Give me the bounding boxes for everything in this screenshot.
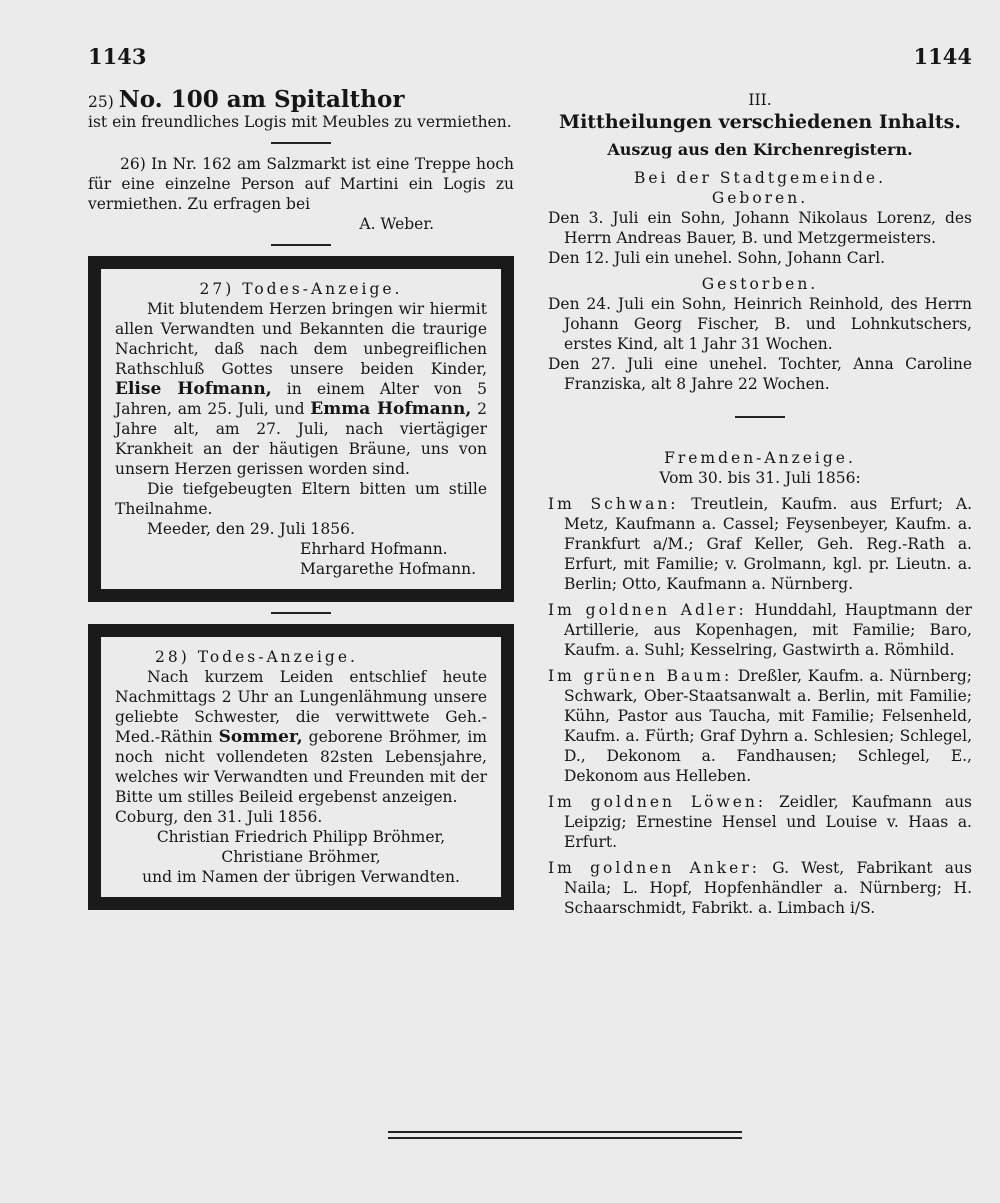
bottom-double-rule [388,1131,742,1139]
child-name-emma: Emma Hofmann, [310,399,472,419]
hotel-name: Im goldnen Anker: [548,859,760,877]
died-entry: Den 27. Juli eine unehel. Tochter, Anna Caroline Franziska, alt 8 Jahre 22 Wochen. [548,355,972,393]
hotel-guests: G. West, Fabrikant aus Naila; L. Hopf, Hopfenhändler a. Nürnberg; H. Schaarschmidt, Fabrikt. a. Limbach i/S. [564,859,972,917]
born-list [548,208,972,268]
notice-28-text-1: Nach kurzem Leiden entschlief heute Nachmittags 2 Uhr an Lungenlähmung unsere geliebte Schwester, die verwittwete Geh.-Med.-Räthin [115,668,487,746]
born-entry: Den 12. Juli ein unehel. Sohn, Johann Carl. [548,249,886,267]
divider [271,612,331,614]
notice-27-body [115,299,487,479]
died-list [548,294,972,394]
notice-28-text-2: geborene Bröhmer, im noch nicht vollendeten 82sten Lebensjahre, welches wir Verwandten und Freunden mit der Bitte um stilles Beileid ergebenst anzeigen. [115,728,488,806]
ad-26 [88,154,514,234]
notice-27-place-date: Meeder, den 29. Juli 1856. [147,520,355,538]
death-notice-27 [88,256,514,602]
hotel-entry-loewen [548,792,972,852]
left-column [88,86,514,910]
hotel-guests: Zeidler, Kaufmann aus Leipzig; Ernestine Hensel und Louise v. Haas a. Erfurt. [564,793,973,851]
notice-27-signature-1: Ehrhard Hofmann. [300,540,448,558]
hotel-name: Im goldnen Adler: [548,601,747,619]
notice-27-text-1: Mit blutendem Herzen bringen wir hiermit allen Verwandten und Bekannten die traurige Nachricht, daß nach dem unbegreiflichen Rathschluß Gottes unsere beiden Kinder, [115,300,487,378]
section-number: III. [748,91,772,109]
hotel-guests: Treutlein, Kaufm. aus Erfurt; A. Metz, Kaufmann a. Cassel; Feysenbeyer, Kaufm. a. Frankfurt a/M.; Graf Keller, Geh. Reg.-Rath a. Erfurt, mit Familie; v. Grolmann, kgl. pr. Lieutn. a. Berlin; Otto, Kaufmann a. Nürnberg. [564,495,972,593]
guests-date: Vom 30. bis 31. Juli 1856: [659,469,861,487]
guests-heading: Fremden-Anzeige. [664,449,856,467]
born-heading: Geboren. [711,189,809,207]
parish-heading: Bei der Stadtgemeinde. [633,169,887,187]
hotel-entry-baum [548,666,972,786]
ad-25-number: 25) [88,93,114,111]
ad-25-text: ist ein freundliches Logis mit Meubles zu vermiethen. [88,113,512,131]
deceased-name: Sommer, [218,727,303,747]
hotel-name: Im grünen Baum: [548,667,733,685]
divider [735,416,785,418]
notice-27-text-2: in einem Alter von 5 Jahren, am 25. Juli, und [115,380,487,418]
hotel-guests: Hunddahl, Hauptmann der Artillerie, aus Kopenhagen, mit Familie; Baro, Kaufm. a. Suhl; Kesselring, Gastwirth a. Römhild. [564,601,972,659]
divider [271,142,331,144]
hotel-entry-adler [548,600,972,660]
died-entry: Den 24. Juli ein Sohn, Heinrich Reinhold, des Herrn Johann Georg Fischer, B. und Lohnkutschers, erstes Kind, alt 1 Jahr 31 Wochen. [548,295,972,353]
died-heading: Gestorben. [701,275,819,293]
hotel-list [548,494,972,918]
section-title: Mittheilungen verschiedenen Inhalts. [559,111,961,133]
notice-28-signature-2: Christiane Bröhmer, [221,848,381,866]
notice-28-signature-3: und im Namen der übrigen Verwandten. [142,868,460,886]
death-notice-28 [88,624,514,910]
hotel-guests: Dreßler, Kaufm. a. Nürnberg; Schwark, Ober-Staatsanwalt a. Berlin, mit Familie; Kühn, Pastor aus Taucha, mit Familie; Felsenheld, Kaufm. a. Fürth; Graf Dyhrn a. Schlesien; Schlegel, D., Dekonom a. Fandhausen; Schlegel, E., Dekonom aus Helleben. [564,667,972,785]
ad-26-signature: A. Weber. [359,215,434,233]
notice-28-title: 28) Todes-Anzeige. [155,648,358,666]
notice-27-text-3: 2 Jahre alt, am 27. Juli, nach viertägiger Krankheit an der häutigen Bräune, uns von unsern Herzen gerissen worden sind. [115,400,487,478]
ad-25-headline: No. 100 am Spitalthor [118,86,405,113]
page-number-right: 1144 [913,44,972,69]
born-entry: Den 3. Juli ein Sohn, Johann Nikolaus Lorenz, des Herrn Andreas Bauer, B. und Metzgermeisters. [548,209,972,247]
hotel-entry-schwan [548,494,972,594]
ad-26-text: 26) In Nr. 162 am Salzmarkt ist eine Treppe hoch für eine einzelne Person auf Martini ein Logis zu vermiethen. Zu erfragen bei [88,155,514,213]
notice-27-signature-2: Margarethe Hofmann. [300,560,476,578]
page-number-left: 1143 [88,44,147,69]
section-subtitle: Auszug aus den Kirchenregistern. [607,140,913,159]
hotel-name: Im goldnen Löwen: [548,793,767,811]
notice-28-body [115,667,487,807]
right-column [548,90,972,918]
notice-28-signature-1: Christian Friedrich Philipp Bröhmer, [156,828,446,846]
ad-25 [88,86,514,132]
child-name-elise: Elise Hofmann, [115,379,272,399]
notice-27-title: 27) Todes-Anzeige. [199,280,403,298]
divider [271,244,331,246]
notice-28-place-date: Coburg, den 31. Juli 1856. [115,808,323,826]
hotel-entry-anker [548,858,972,918]
notice-27-closing: Die tiefgebeugten Eltern bitten um stille Theilnahme. [115,480,487,518]
hotel-name: Im Schwan: [548,495,679,513]
